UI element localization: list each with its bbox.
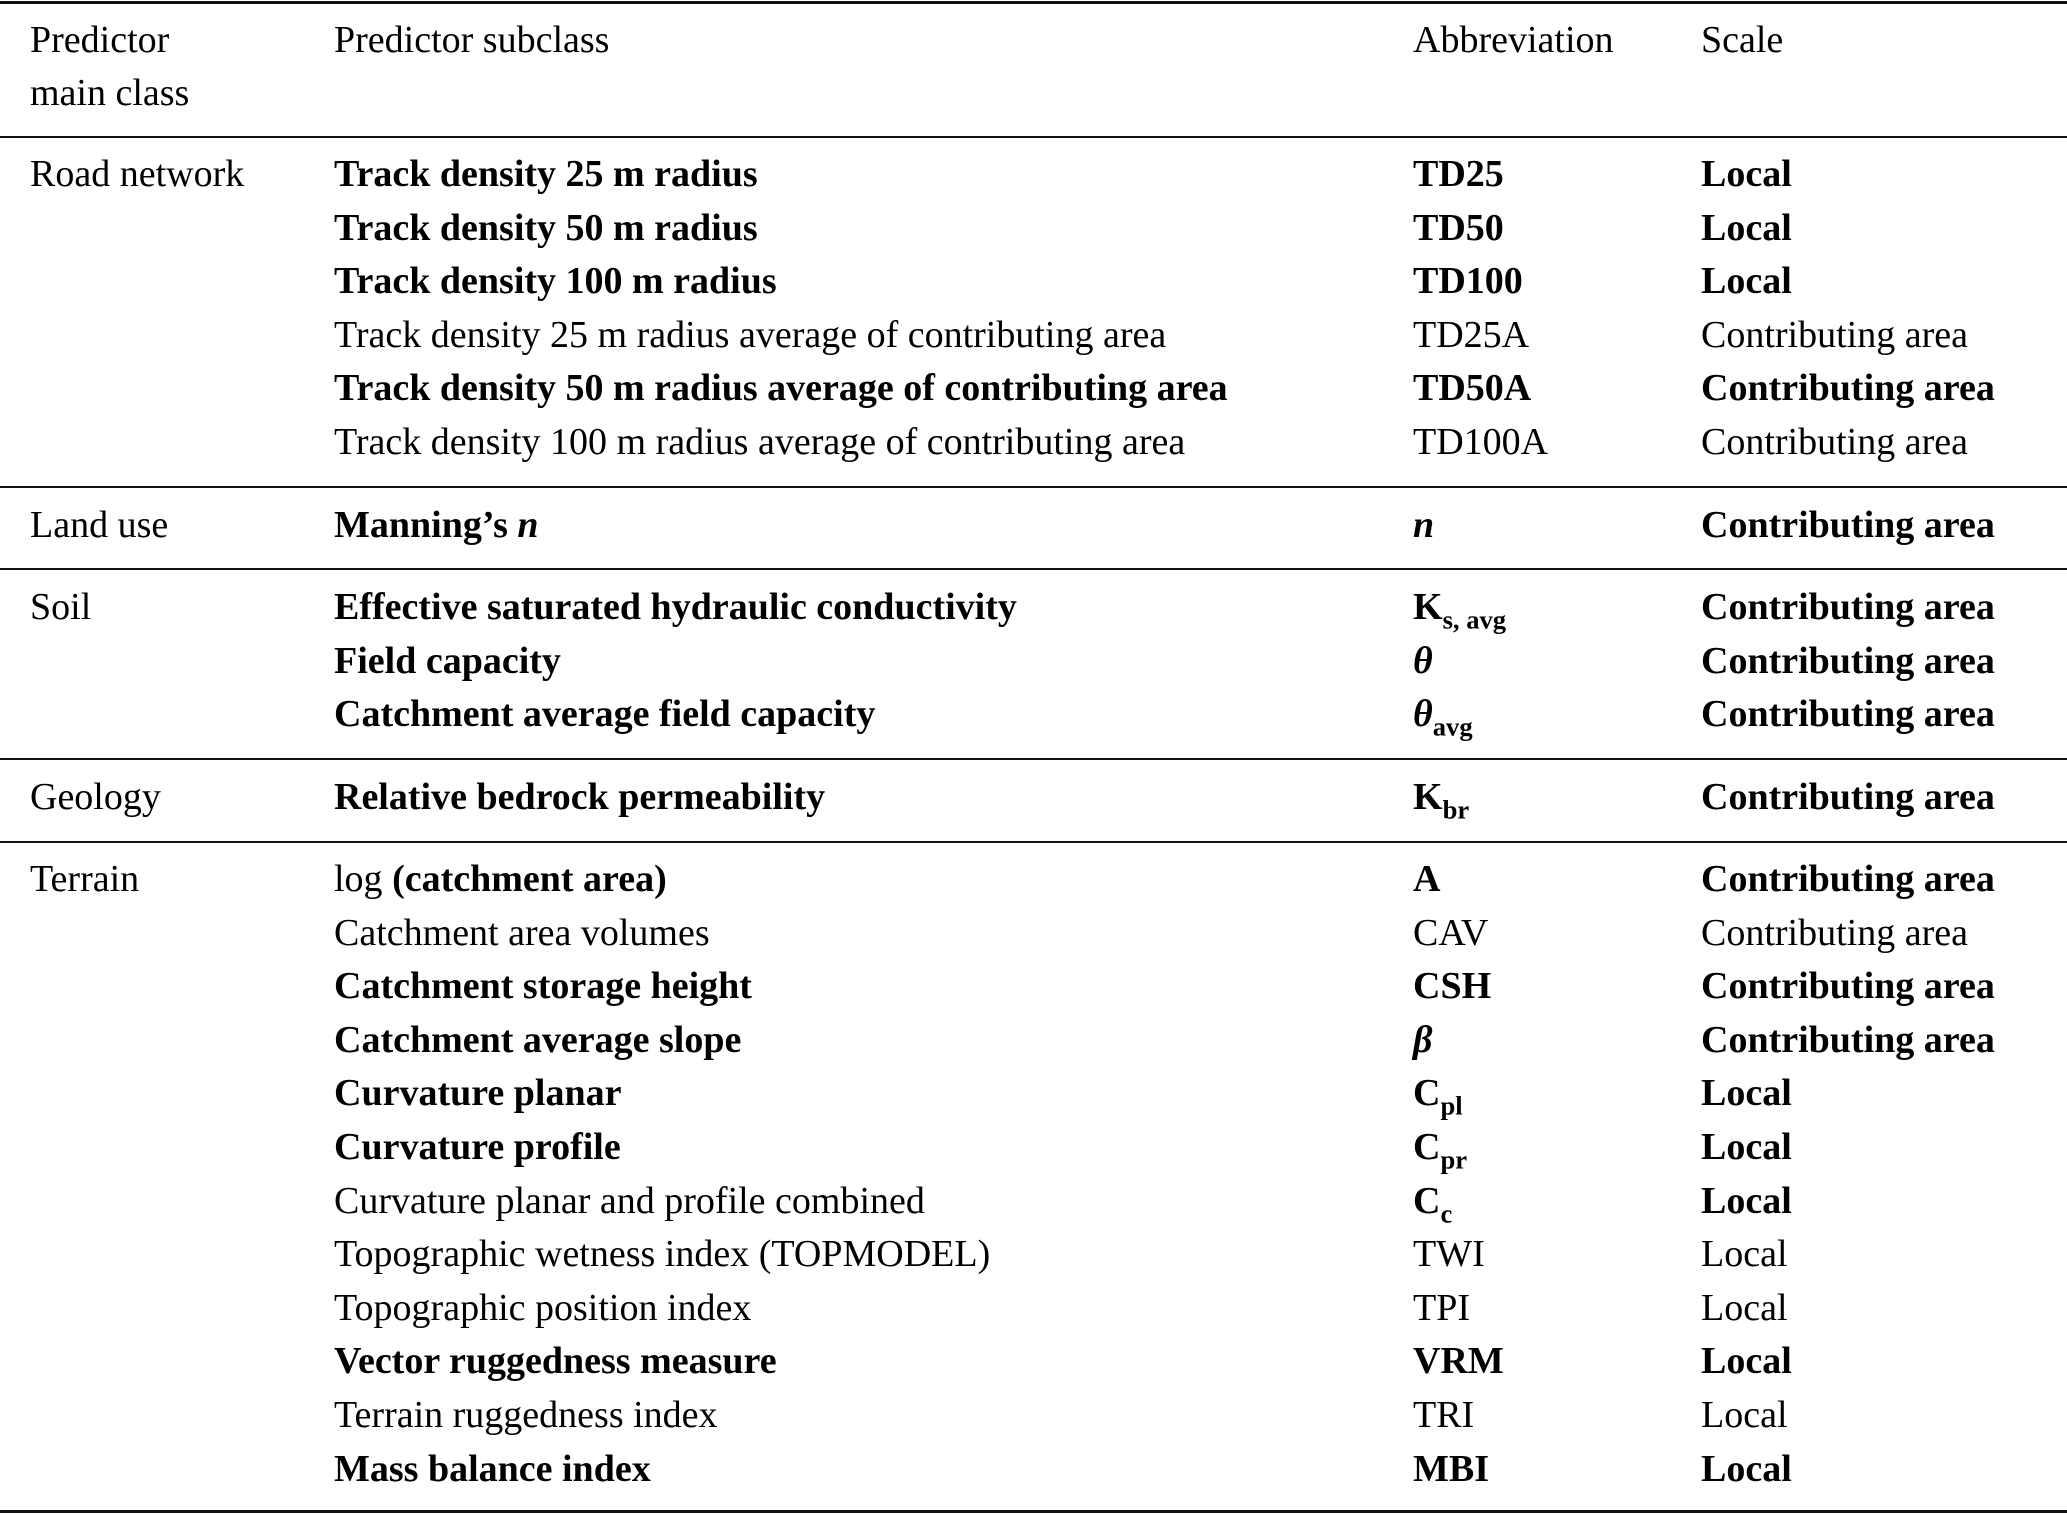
abbreviation-symbol: θ <box>1413 693 1433 736</box>
abbreviation-cell <box>1413 1014 1432 1067</box>
scale-cell: Local <box>1701 153 1792 195</box>
abbreviation-symbol: θ <box>1413 639 1433 682</box>
scale-cell: Contributing area <box>1701 776 1995 818</box>
scale-cell: Local <box>1701 1447 1792 1490</box>
abbreviation-cell: CAV <box>1413 911 1489 954</box>
subclass-cell: Topographic position index <box>334 1286 752 1329</box>
abbreviation-symbol: C <box>1413 1179 1441 1222</box>
abbreviation-cell: A <box>1413 858 1441 900</box>
subclass-cell: Track density 50 m radius <box>334 206 758 249</box>
scale-cell: Contributing area <box>1701 693 1995 736</box>
abbreviation-cell <box>1413 1175 1452 1228</box>
abbreviation-cell: TD25A <box>1413 313 1530 356</box>
scale-cell: Contributing area <box>1701 911 1968 954</box>
header-abbreviation: Abbreviation <box>1413 19 1614 61</box>
subclass-cell: Mass balance index <box>334 1447 651 1490</box>
subclass-symbol: n <box>517 504 539 546</box>
main-class-cell: Land use <box>30 504 169 546</box>
header-main-class-line2: main class <box>30 72 190 114</box>
subclass-cell: Catchment average slope <box>334 1018 742 1061</box>
subclass-text-bold: (catchment area) <box>392 858 667 900</box>
subclass-cell: Topographic wetness index (TOPMODEL) <box>334 1233 991 1276</box>
abbreviation-cell <box>1413 499 1434 552</box>
subclass-cell: Track density 50 m radius average of contributing area <box>334 367 1228 410</box>
abbreviation-symbol: K <box>1413 776 1443 818</box>
subclass-cell: Track density 100 m radius average of contributing area <box>334 421 1186 463</box>
abbreviation-cell: TD25 <box>1413 153 1504 195</box>
subclass-text: Manning’s <box>334 504 518 546</box>
scale-cell: Local <box>1701 260 1792 303</box>
group-rule <box>0 486 2067 488</box>
header-main-class-line1: Predictor <box>30 19 170 61</box>
scale-cell: Local <box>1701 1072 1792 1115</box>
abbreviation-cell: TD100 <box>1413 260 1523 303</box>
abbreviation-cell <box>1413 1067 1463 1120</box>
subclass-cell: Track density 100 m radius <box>334 260 777 303</box>
group-rule <box>0 568 2067 570</box>
scale-cell: Local <box>1701 1286 1788 1329</box>
abbreviation-cell: TPI <box>1413 1286 1470 1329</box>
abbreviation-cell: TD100A <box>1413 421 1549 463</box>
scale-cell: Contributing area <box>1701 421 1968 463</box>
main-class-cell: Geology <box>30 776 161 818</box>
header-rule <box>0 136 2067 138</box>
abbreviation-cell <box>1413 771 1469 824</box>
subclass-cell: Catchment storage height <box>334 965 752 1008</box>
bottom-rule <box>0 1510 2067 1513</box>
header-scale: Scale <box>1701 19 1784 61</box>
subclass-cell: Track density 25 m radius <box>334 153 758 195</box>
header-subclass: Predictor subclass <box>334 19 610 61</box>
main-class-cell: Terrain <box>30 858 140 900</box>
scale-cell: Contributing area <box>1701 639 1995 682</box>
subclass-text: log <box>334 858 393 900</box>
abbreviation-subscript: pr <box>1440 1144 1468 1175</box>
abbreviation-subscript: pl <box>1440 1090 1463 1121</box>
abbreviation-cell: CSH <box>1413 965 1492 1008</box>
scale-cell: Contributing area <box>1701 313 1968 356</box>
abbreviation-cell: VRM <box>1413 1340 1504 1383</box>
scale-cell: Local <box>1701 1233 1788 1276</box>
subclass-cell: Curvature profile <box>334 1126 621 1168</box>
abbreviation-cell: MBI <box>1413 1447 1489 1490</box>
abbreviation-cell <box>1413 581 1506 634</box>
subclass-cell <box>334 853 667 906</box>
subclass-cell: Curvature planar and profile combined <box>334 1179 925 1222</box>
subclass-cell: Field capacity <box>334 639 561 682</box>
subclass-cell: Effective saturated hydraulic conductivity <box>334 586 1017 628</box>
top-rule <box>0 1 2067 4</box>
main-class-cell: Soil <box>30 586 92 628</box>
abbreviation-symbol: K <box>1413 586 1443 628</box>
abbreviation-subscript: c <box>1440 1197 1453 1228</box>
abbreviation-cell: TD50 <box>1413 206 1504 249</box>
scale-cell: Contributing area <box>1701 858 1995 900</box>
subclass-cell: Track density 25 m radius average of contributing area <box>334 313 1167 356</box>
abbreviation-cell: TD50A <box>1413 367 1532 410</box>
abbreviation-cell <box>1413 635 1433 688</box>
abbreviation-cell: TWI <box>1413 1233 1485 1276</box>
scale-cell: Contributing area <box>1701 504 1995 546</box>
subclass-cell: Curvature planar <box>334 1072 622 1115</box>
subclass-cell: Catchment average field capacity <box>334 693 876 736</box>
abbreviation-symbol: C <box>1413 1126 1441 1168</box>
main-class-cell: Road network <box>30 153 245 195</box>
abbreviation-symbol: C <box>1413 1072 1441 1115</box>
subclass-cell: Vector ruggedness measure <box>334 1340 777 1383</box>
subclass-cell: Catchment area volumes <box>334 911 710 954</box>
scale-cell: Local <box>1701 1126 1792 1168</box>
scale-cell: Contributing area <box>1701 586 1995 628</box>
scale-cell: Local <box>1701 1394 1788 1436</box>
abbreviation-cell <box>1413 1121 1467 1174</box>
scale-cell: Local <box>1701 1179 1792 1222</box>
scale-cell: Local <box>1701 1340 1792 1383</box>
abbreviation-symbol: β <box>1413 1018 1433 1061</box>
scale-cell: Local <box>1701 206 1792 249</box>
abbreviation-subscript: s, avg <box>1442 604 1507 635</box>
abbreviation-subscript: br <box>1442 794 1470 825</box>
subclass-cell: Terrain ruggedness index <box>334 1394 718 1436</box>
abbreviation-subscript: avg <box>1432 711 1473 742</box>
group-rule <box>0 758 2067 760</box>
scale-cell: Contributing area <box>1701 367 1995 410</box>
abbreviation-symbol: n <box>1413 504 1435 546</box>
subclass-cell: Relative bedrock permeability <box>334 776 826 818</box>
scale-cell: Contributing area <box>1701 965 1995 1008</box>
abbreviation-cell <box>1413 688 1473 741</box>
abbreviation-cell: TRI <box>1413 1394 1475 1436</box>
scale-cell: Contributing area <box>1701 1018 1995 1061</box>
group-rule <box>0 841 2067 843</box>
subclass-cell <box>334 499 539 552</box>
